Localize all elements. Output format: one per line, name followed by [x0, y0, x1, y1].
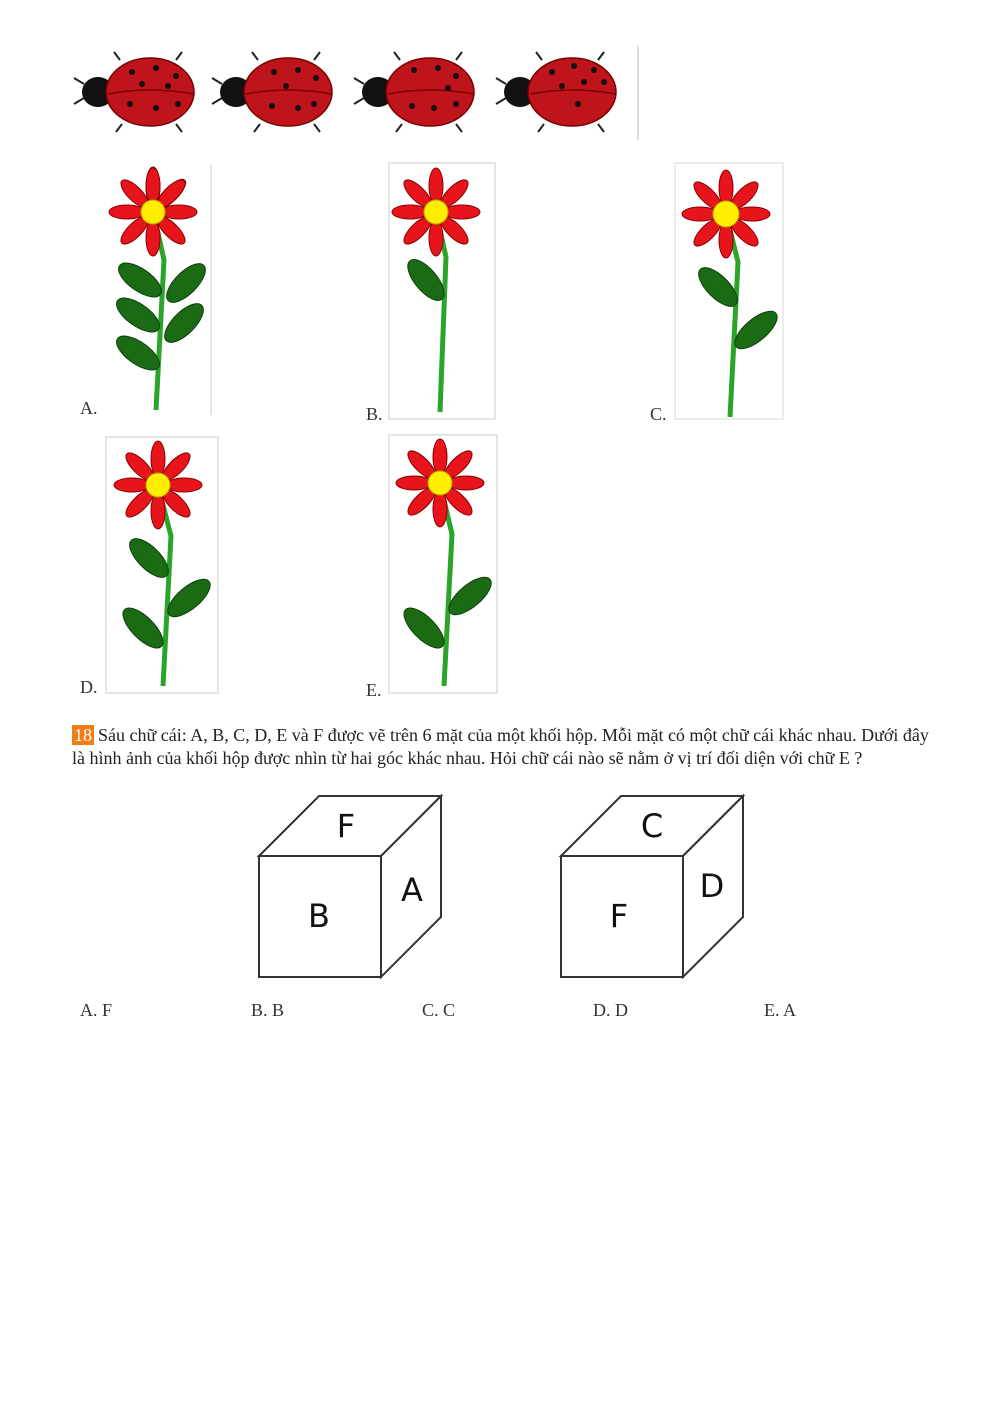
cube2-front-letter: F — [609, 897, 629, 935]
flower-option-d-label: D. — [80, 677, 98, 697]
flower-option-b-image[interactable] — [388, 162, 496, 420]
flower-option-c-image[interactable] — [674, 162, 784, 420]
question-18 — [72, 724, 932, 770]
answer-option-b[interactable]: B. B — [251, 1000, 285, 1020]
flower-option-b-label: B. — [366, 404, 383, 424]
cube1-top-letter: F — [336, 807, 356, 845]
flower-option-c-label: C. — [650, 404, 667, 424]
cube1-front-letter: B — [308, 897, 330, 935]
flower-option-e-label: E. — [366, 680, 382, 700]
answer-option-c[interactable]: C. C — [422, 1000, 456, 1020]
cube-view-2 — [558, 793, 748, 981]
answer-option-d[interactable]: D. D — [593, 1000, 628, 1020]
cube-view-1 — [256, 793, 446, 981]
flower-option-e-image[interactable] — [388, 434, 498, 696]
flower-option-d-image[interactable] — [105, 436, 219, 694]
answer-option-a[interactable]: A. F — [80, 1000, 113, 1020]
cube2-side-letter: D — [699, 867, 725, 905]
ladybug-sequence-image — [72, 46, 640, 140]
answer-option-e[interactable]: E. A — [764, 1000, 797, 1020]
cube2-top-letter: C — [640, 807, 664, 845]
cube1-side-letter: A — [401, 871, 423, 909]
flower-option-a-label: A. — [80, 398, 98, 418]
question-number-badge: 18 — [74, 725, 92, 745]
question-text: Sáu chữ cái: A, B, C, D, E và F được vẽ trên 6 mặt của một khối hộp. Mỗi mặt có một chữ cái khác nhau. Dưới đây là hình ảnh của khối hộp được nhìn từ hai góc khác nhau. Hỏi chữ cái nào sẽ nằm ở vị trí đối diện với chữ E ? — [72, 725, 929, 768]
flower-option-a-image[interactable] — [100, 165, 212, 415]
